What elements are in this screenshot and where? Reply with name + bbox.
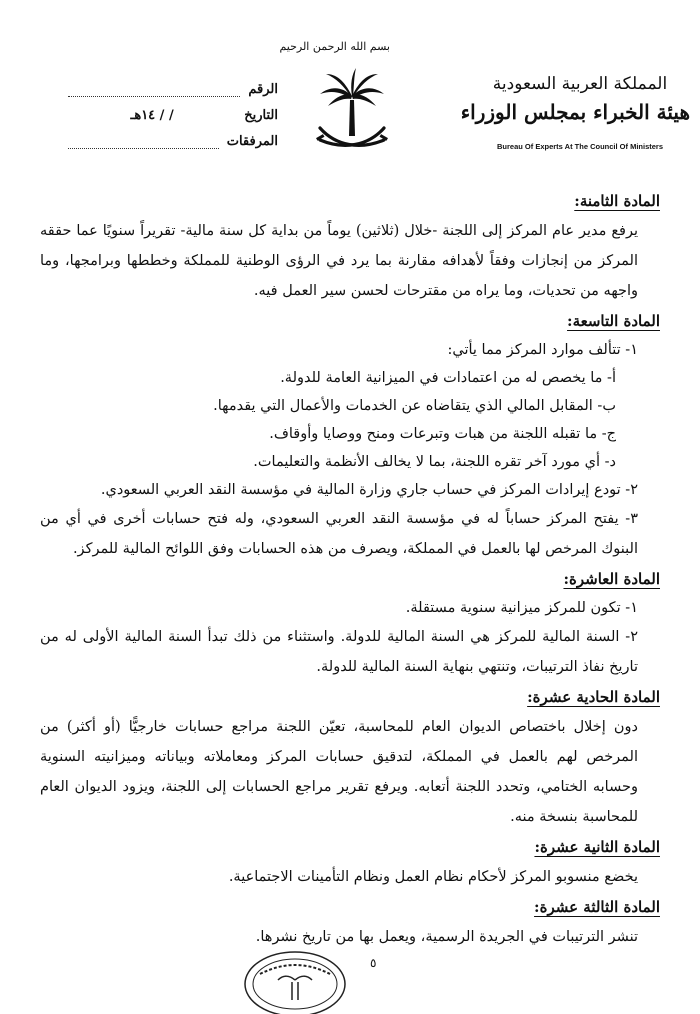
article-9-sub-c: ج- ما تقبله اللجنة من هبات وتبرعات ومنح ووصايا وأوقاف. bbox=[269, 426, 616, 442]
attachments-field bbox=[68, 134, 278, 149]
article-13-heading: المادة الثالثة عشرة: bbox=[534, 898, 660, 916]
article-10-item-1: ١- تكون للمركز ميزانية سنوية مستقلة. bbox=[405, 600, 638, 616]
article-9-item-1: ١- تتألف موارد المركز مما يأتي: bbox=[447, 342, 638, 358]
attachments-label: المرفقات bbox=[226, 134, 278, 149]
saudi-emblem-icon bbox=[312, 66, 392, 158]
article-10-item-2: ٢- السنة المالية للمركز هي السنة المالية للدولة. واستثناء من ذلك تبدأ السنة المالية الأولى له من تاريخ نفاذ الترتيبات، وتنتهي بنهاية السنة المالية للدولة. bbox=[40, 629, 638, 675]
bismillah: بسم الله الرحمن الرحيم bbox=[279, 40, 390, 53]
document-body bbox=[40, 186, 660, 952]
official-seal-icon bbox=[240, 944, 350, 1014]
number-label: الرقم bbox=[248, 82, 278, 97]
article-13-text: تنشر الترتيبات في الجريدة الرسمية، ويعمل بها من تاريخ نشرها. bbox=[255, 929, 638, 945]
attachments-line bbox=[68, 138, 219, 149]
kingdom-title: المملكة العربية السعودية bbox=[492, 74, 668, 94]
article-9-sub-a: أ- ما يخصص له من اعتمادات في الميزانية العامة للدولة. bbox=[280, 370, 616, 386]
article-9-item-3: ٣- يفتح المركز حساباً له في مؤسسة النقد العربي السعودي، وله فتح حسابات أخرى في أي من البنوك المرخص لها بالعمل في المملكة، ويصرف من هذه الحسابات وفق اللوائح المالية للمركز. bbox=[40, 511, 638, 557]
article-11-heading: المادة الحادية عشرة: bbox=[527, 688, 660, 706]
article-10-heading: المادة العاشرة: bbox=[563, 570, 660, 588]
authority-english-title: Bureau Of Experts At The Council Of Ministers bbox=[497, 142, 663, 151]
article-9-sub-d: د- أي مورد آخر تقره اللجنة، بما لا يخالف الأنظمة والتعليمات. bbox=[253, 454, 616, 470]
article-9-heading: المادة التاسعة: bbox=[567, 312, 660, 330]
article-8-text: يرفع مدير عام المركز إلى اللجنة -خلال (ثلاثين) يوماً من بداية كل سنة مالية- تقريراً سنويًا عما حققه المركز من إنجازات وفقاً لأهدافه مقارنة بما يرد في الرؤى الوطنية للمملكة وخططها وبرامجها، وما واجهه من تحديات، وما يراه من مقترحات لحسن سير العمل فيه. bbox=[40, 223, 638, 299]
article-11-text: دون إخلال باختصاص الديوان العام للمحاسبة، تعيّن اللجنة مراجع حسابات خارجيًّا (أو أكثر) من المرخص لهم بالعمل في المملكة، لتدقيق حسابات المركز ومعاملاته وبياناته وميزانيته السنوية وحسابه الختامي، وتحدد اللجنة أتعابه. ويرفع تقرير مراجع الحسابات إلى اللجنة، ويزود الديوان العام للمحاسبة بنسخة منه. bbox=[40, 719, 638, 825]
date-label: التاريخ bbox=[244, 108, 278, 123]
article-8-heading: المادة الثامنة: bbox=[574, 192, 660, 210]
article-12-text: يخضع منسوبو المركز لأحكام نظام العمل ونظام التأمينات الاجتماعية. bbox=[228, 869, 638, 885]
date-field bbox=[68, 108, 278, 123]
page-number: ٥ bbox=[370, 956, 377, 970]
date-value: / / ١٤هـ bbox=[130, 108, 174, 123]
article-9-sub-b: ب- المقابل المالي الذي يتقاضاه عن الخدمات والأعمال التي يقدمها. bbox=[213, 398, 616, 414]
authority-title: هيئة الخبراء بمجلس الوزراء bbox=[460, 100, 690, 124]
article-9-item-2: ٢- تودع إيرادات المركز في حساب جاري وزارة المالية في مؤسسة النقد العربي السعودي. bbox=[100, 482, 638, 498]
number-field bbox=[68, 82, 278, 97]
number-line bbox=[68, 86, 240, 97]
article-12-heading: المادة الثانية عشرة: bbox=[534, 838, 660, 856]
